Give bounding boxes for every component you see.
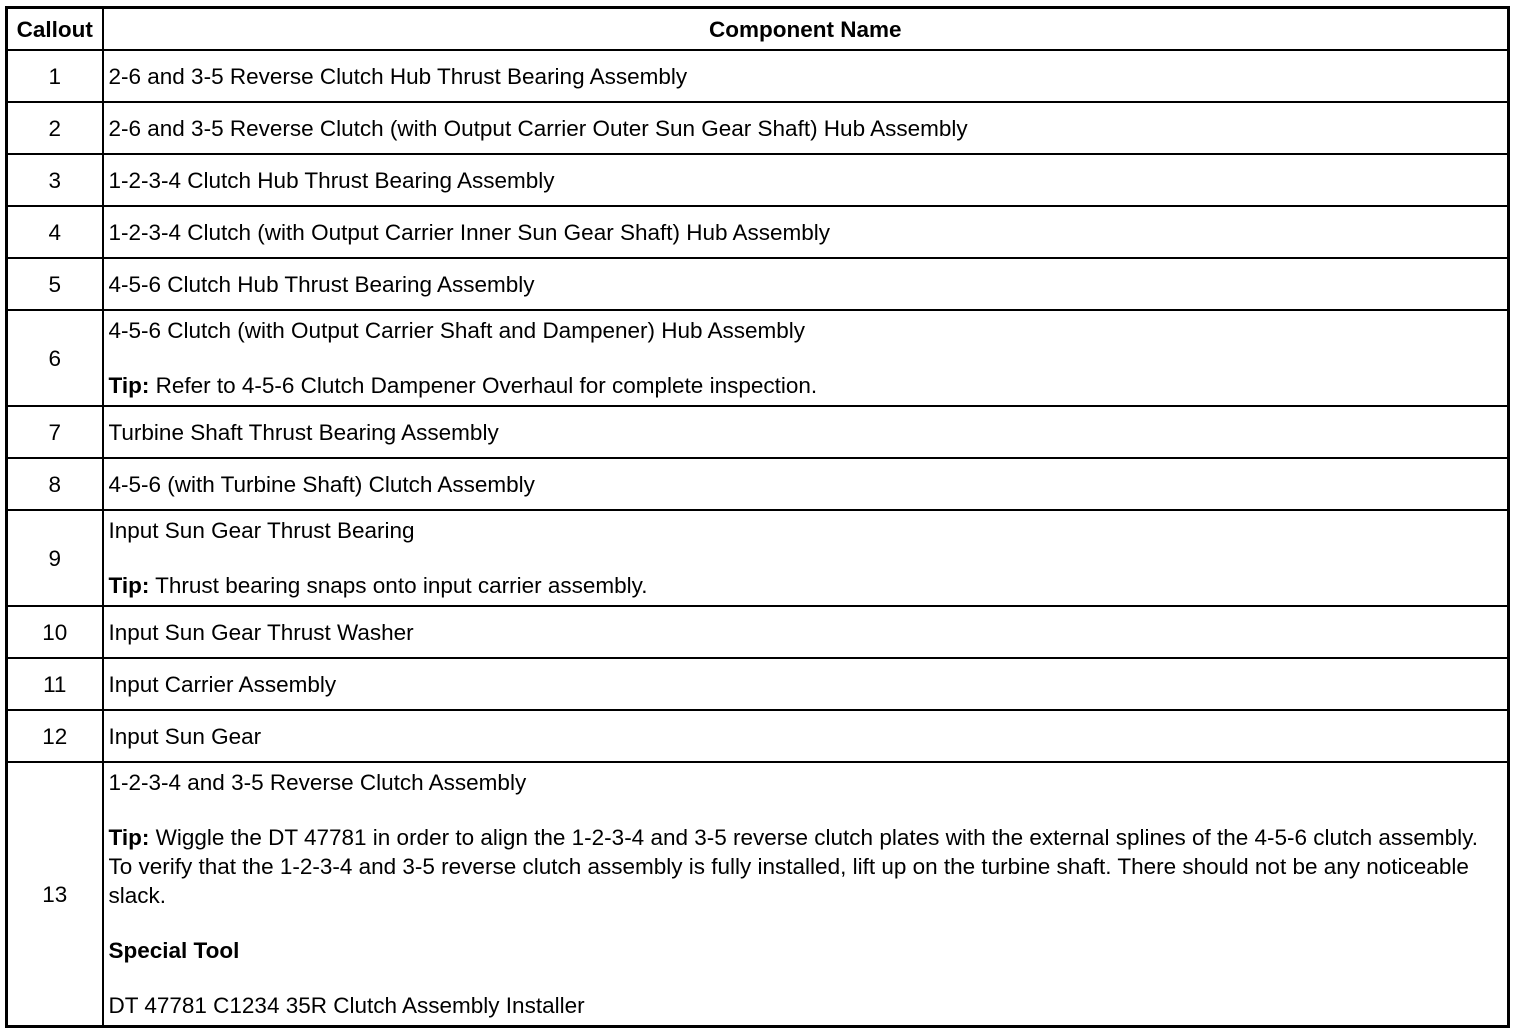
tip-note — [109, 823, 1500, 910]
callout-number: 4 — [7, 206, 103, 258]
callout-number: 5 — [7, 258, 103, 310]
callout-number: 2 — [7, 102, 103, 154]
table-row — [7, 406, 1509, 458]
tip-text: Refer to 4-5-6 Clutch Dampener Overhaul for complete inspection. — [149, 373, 818, 398]
callout-table — [5, 6, 1510, 1028]
special-tool-heading: Special Tool — [108, 938, 240, 963]
component-cell — [103, 510, 1509, 606]
component-cell — [103, 762, 1509, 1027]
callout-number: 6 — [7, 310, 103, 406]
component-cell — [103, 310, 1509, 406]
callout-number: 11 — [7, 658, 103, 710]
callout-number: 12 — [7, 710, 103, 762]
callout-number: 8 — [7, 458, 103, 510]
component-name: 1-2-3-4 Clutch (with Output Carrier Inner Sun Gear Shaft) Hub Assembly — [103, 206, 1509, 258]
table-row — [7, 206, 1509, 258]
component-name: Input Carrier Assembly — [103, 658, 1509, 710]
component-name: Input Sun Gear Thrust Bearing — [108, 518, 415, 543]
component-name: Input Sun Gear Thrust Washer — [103, 606, 1509, 658]
tip-text: Wiggle the DT 47781 in order to align the 1-2-3-4 and 3-5 reverse clutch plates with the external splines of the 4-5-6 clutch assembly. To verify that the 1-2-3-4 and 3-5 reverse clutch assembly is fully installed, lift up on the turbine shaft. There should not be any noticeable slack. — [108, 825, 1478, 908]
callout-table-container — [5, 6, 1507, 1028]
component-name: 4-5-6 (with Turbine Shaft) Clutch Assembly — [103, 458, 1509, 510]
callout-number: 1 — [7, 50, 103, 102]
tip-label: Tip: — [108, 373, 150, 398]
table-row — [7, 710, 1509, 762]
component-name: 4-5-6 Clutch (with Output Carrier Shaft and Dampener) Hub Assembly — [108, 318, 806, 343]
callout-number: 13 — [7, 762, 103, 1027]
table-row — [7, 154, 1509, 206]
table-row — [7, 50, 1509, 102]
callout-number: 7 — [7, 406, 103, 458]
component-name: 1-2-3-4 Clutch Hub Thrust Bearing Assembly — [103, 154, 1509, 206]
component-name: 1-2-3-4 and 3-5 Reverse Clutch Assembly — [108, 770, 527, 795]
header-component-name: Component Name — [103, 8, 1509, 51]
tip-label: Tip: — [108, 825, 150, 850]
component-name: Input Sun Gear — [103, 710, 1509, 762]
table-row — [7, 762, 1509, 1027]
table-row — [7, 310, 1509, 406]
callout-number: 10 — [7, 606, 103, 658]
header-callout: Callout — [7, 8, 103, 51]
table-row — [7, 258, 1509, 310]
table-row — [7, 510, 1509, 606]
component-name: 2-6 and 3-5 Reverse Clutch (with Output Carrier Outer Sun Gear Shaft) Hub Assembly — [103, 102, 1509, 154]
table-row — [7, 102, 1509, 154]
tip-note — [109, 571, 1500, 600]
special-tool-name: DT 47781 C1234 35R Clutch Assembly Installer — [108, 993, 585, 1018]
tip-text: Thrust bearing snaps onto input carrier assembly. — [149, 573, 648, 598]
table-header-row — [7, 8, 1509, 51]
table-row — [7, 606, 1509, 658]
component-name: 4-5-6 Clutch Hub Thrust Bearing Assembly — [103, 258, 1509, 310]
tip-note — [109, 371, 1500, 400]
callout-number: 9 — [7, 510, 103, 606]
callout-number: 3 — [7, 154, 103, 206]
table-row — [7, 658, 1509, 710]
component-name: 2-6 and 3-5 Reverse Clutch Hub Thrust Bearing Assembly — [103, 50, 1509, 102]
component-name: Turbine Shaft Thrust Bearing Assembly — [103, 406, 1509, 458]
tip-label: Tip: — [108, 573, 150, 598]
table-row — [7, 458, 1509, 510]
